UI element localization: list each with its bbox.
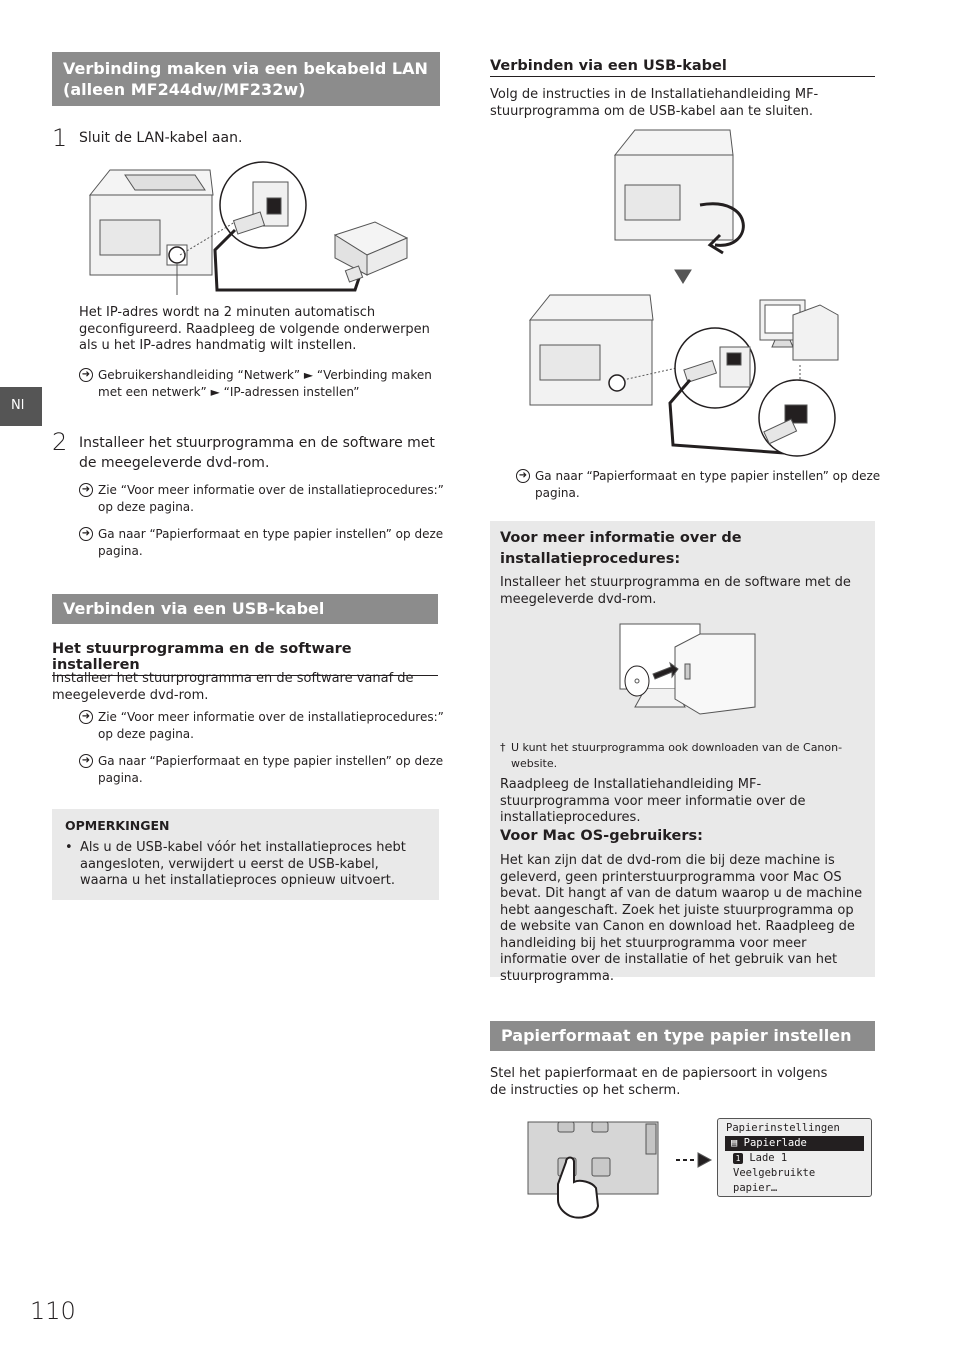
- lan-section-header: Verbinding maken via een bekabeld LAN (alleen MF244dw/MF232w): [52, 52, 440, 106]
- arrow-circle-icon: ➜: [79, 527, 93, 541]
- notes-bullet: •: [65, 840, 73, 855]
- lcd-item1-label: Papierlade: [743, 1137, 807, 1149]
- mac-text: Het kan zijn dat de dvd-rom die bij deze machine is geleverd, geen printerstuurprogramma voor Mac OS bevat. Dit hangt af van de datum waarop u de machine hebt aangeschaft. Zoek het juiste stuurprogramma op de website van Canon en download het. Raadpleeg de handleiding bij het stuurprogramma voor meer informatie over de installatie of het gebruik van het stuurprogramma.: [500, 853, 863, 984]
- lan-connection-illustration: [85, 160, 415, 300]
- usb-connect-text: Volg de instructies in de Installatiehandleiding MF-stuurprogramma om de USB-kabel aan te sluiten.: [490, 87, 819, 119]
- ref-network-manual: [79, 367, 448, 400]
- step-1-number: 1: [52, 124, 68, 152]
- step-2-text: Installeer het stuurprogramma en de software met de meegeleverde dvd-rom.: [79, 435, 435, 471]
- download-note: U kunt het stuurprogramma ook downloaden van de Canon-website.: [511, 741, 843, 770]
- usb-section-header: Verbinden via een USB-kabel: [52, 594, 438, 624]
- lcd-menu-item-paper-drawer[interactable]: [725, 1136, 864, 1151]
- ref-goto-paper-2: [79, 753, 448, 786]
- ref-goto-paper-text: Ga naar “Papierformaat en type papier instellen” op deze pagina.: [98, 527, 444, 558]
- step-1-text: Sluit de LAN-kabel aan.: [79, 130, 243, 146]
- paper-tray-icon: ▤: [731, 1137, 738, 1149]
- lcd-item2-label: Lade 1: [749, 1152, 788, 1164]
- arrow-circle-icon: ➜: [79, 754, 93, 768]
- notes-box: [52, 809, 439, 900]
- install-subheader: Het stuurprogramma en de software installeren: [52, 641, 438, 676]
- mac-title: Voor Mac OS-gebruikers:: [500, 828, 703, 844]
- paper-section-header: Papierformaat en type papier instellen: [490, 1021, 875, 1051]
- page-number: 110: [30, 1297, 76, 1325]
- ref-see-more-info: [79, 482, 448, 515]
- ref-goto-paper-right-text: Ga naar “Papierformaat en type papier instellen” op deze pagina.: [535, 469, 881, 500]
- info-title: Voor meer informatie over de installatieprocedures:: [500, 530, 742, 567]
- ref-network-text: Gebruikershandleiding “Netwerk” ► “Verbinding maken met een netwerk” ► “IP-adressen instellen”: [98, 368, 432, 399]
- ref-see-more-info-2: [79, 709, 448, 742]
- control-panel-illustration: [528, 1122, 713, 1222]
- usb-connect-subheader: Verbinden via een USB-kabel: [490, 58, 875, 77]
- lcd-menu-item-tray-1[interactable]: [726, 1151, 863, 1166]
- paper-text: Stel het papierformaat en de papiersoort in volgens de instructies op het scherm.: [490, 1066, 828, 1098]
- number-1-icon: 1: [733, 1153, 743, 1164]
- language-side-tab: [0, 387, 42, 426]
- ref-goto-paper-right: [516, 468, 885, 501]
- ref-goto-paper: [79, 526, 448, 559]
- dvd-install-illustration: [615, 619, 760, 719]
- lcd-title: Papierinstellingen: [726, 1122, 840, 1134]
- ref-see-more-text-2: Zie “Voor meer informatie over de installatieprocedures:” op deze pagina.: [98, 710, 444, 741]
- info-text: Installeer het stuurprogramma en de software met de meegeleverde dvd-rom.: [500, 575, 851, 607]
- notes-title: OPMERKINGEN: [65, 818, 170, 833]
- dagger-mark: †: [500, 741, 506, 754]
- ip-address-text: Het IP-adres wordt na 2 minuten automatisch geconfigureerd. Raadpleeg de volgende onderwerpen als u het IP-adres handmatig wilt instellen.: [79, 305, 430, 353]
- usb-connection-illustration: [525, 125, 870, 455]
- step-2-number: 2: [52, 428, 68, 456]
- arrow-circle-icon: ➜: [79, 710, 93, 724]
- notes-text: Als u de USB-kabel vóór het installatieproces hebt aangesloten, verwijdert u eerst de USB-kabel, waarna u het installatieproces opnieuw uitvoert.: [80, 840, 406, 888]
- arrow-circle-icon: ➜: [516, 469, 530, 483]
- lcd-screen: [717, 1118, 872, 1197]
- install-text: Installeer het stuurprogramma en de software vanaf de meegeleverde dvd-rom.: [52, 671, 414, 703]
- info-box: [490, 521, 875, 984]
- lcd-menu-item-frequent-paper[interactable]: Veelgebruikte papier…: [733, 1167, 816, 1194]
- ref-goto-paper-text-2: Ga naar “Papierformaat en type papier instellen” op deze pagina.: [98, 754, 444, 785]
- consult-text: Raadpleeg de Installatiehandleiding MF-stuurprogramma voor meer informatie over de installatieprocedures.: [500, 777, 806, 825]
- ref-see-more-text: Zie “Voor meer informatie over de installatieprocedures:” op deze pagina.: [98, 483, 444, 514]
- language-tab-label: Nl: [11, 398, 25, 413]
- arrow-circle-icon: ➜: [79, 483, 93, 497]
- arrow-circle-icon: ➜: [79, 368, 93, 382]
